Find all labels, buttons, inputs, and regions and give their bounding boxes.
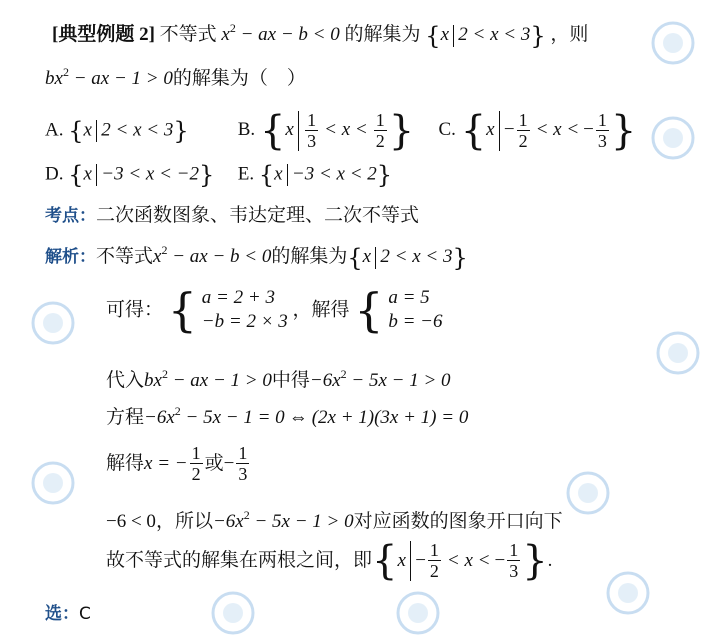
- dairu-inequality: $bx^2$ − ax − 1 > 0: [144, 367, 272, 391]
- options-row-1: [45, 107, 637, 154]
- options-row-2: [45, 163, 392, 187]
- problem-text-3: ，则: [550, 24, 589, 45]
- kede-text: 可得：: [106, 299, 164, 321]
- option-b: B. {x $\frac{1}{3}$ < x < $\frac{1}{2}$ }: [237, 107, 415, 154]
- problem-text-1: 不等式: [159, 24, 217, 45]
- system-1: a = 2 + 3 −b = 2 × 3: [201, 287, 288, 332]
- watermark-logo-icon: [395, 590, 441, 636]
- jiexi-label: 解析：: [45, 247, 96, 267]
- jiexi-line-1: 解析：不等式$x^2$ − ax − b < 0的解集为{x 2 < x < 3}: [45, 243, 468, 272]
- problem-line-2: [45, 66, 306, 88]
- jiexi-text-1: 不等式: [96, 246, 154, 267]
- answer-value: C: [79, 604, 91, 624]
- watermark-logo-icon: [210, 590, 256, 636]
- jiede-text: ，解得: [292, 299, 350, 321]
- problem-line-1: [52, 22, 588, 48]
- problem-tag: [典型例题 2]: [52, 24, 155, 45]
- watermark-logo-icon: [30, 300, 76, 346]
- jiexi-text-2: 的解集为: [271, 246, 348, 267]
- duiying-text: 对应函数的图象开口向下: [353, 511, 563, 532]
- kaodian-label: 考点：: [45, 206, 96, 226]
- jiexi-inequality: $x^2$ − ax − b < 0: [153, 243, 272, 267]
- option-a: A. {x 2 < x < 3}: [45, 116, 189, 145]
- system-2: a = 5 b = −6: [388, 287, 443, 332]
- huo-text: 或: [204, 453, 224, 474]
- gu-text: 故不等式的解集在两根之间，即: [106, 550, 373, 571]
- dairu-line: [106, 368, 451, 390]
- fangcheng-line: 方程$-6x^2 - 5x - 1 = 0$ ⇔ (2x + 1)(3x + 1) = 0: [106, 404, 469, 428]
- neg6-text: −6 < 0: [106, 511, 156, 532]
- jiede2-text: 解得: [106, 453, 145, 474]
- kaodian-line: [45, 206, 419, 225]
- fangcheng-text: 方程: [106, 407, 145, 428]
- watermark-logo-icon: [655, 330, 701, 376]
- conclusion-line-2: 故不等式的解集在两根之间，即{x − $\frac{1}{2}$ < x < − $\frac{1}{3}$ }.: [106, 537, 553, 584]
- dairu-text: 代入: [106, 370, 145, 391]
- factored-equation: (2x + 1)(3x + 1) = 0: [311, 407, 469, 428]
- watermark-logo-icon: [650, 20, 696, 66]
- option-e: E. {x −3 < x < 2}: [237, 161, 393, 189]
- watermark-logo-icon: [650, 115, 696, 161]
- watermark-logo-icon: [30, 460, 76, 506]
- option-d: D. {x −3 < x < −2}: [45, 161, 215, 189]
- watermark-logo-icon: [565, 470, 611, 516]
- kaodian-text: 二次函数图象、韦达定理、二次不等式: [96, 205, 420, 226]
- solution-set-main: {x 2 < x < 3}: [425, 21, 546, 50]
- conclusion-line-1: [106, 509, 563, 531]
- answer-line: [45, 604, 91, 623]
- problem-text-2: 的解集为: [344, 24, 421, 45]
- conclusion-inequality: $-6x^2 - 5x - 1 > 0$: [212, 508, 354, 532]
- equation: $-6x^2 - 5x - 1 = 0$: [144, 404, 285, 428]
- inequality-expression: $x^2$ − ax − b < 0: [221, 21, 340, 45]
- roots-line: 解得x = − $\frac{1}{2}$ 或− $\frac{1}{3}$: [106, 443, 248, 484]
- zhongde-text: 中得: [271, 370, 310, 391]
- suoyi-text: ，所以: [155, 511, 213, 532]
- watermark-logo-icon: [605, 570, 651, 616]
- option-c: C. {x − $\frac{1}{2}$ < x < − $\frac{1}{3}$ }: [438, 107, 637, 154]
- substituted-inequality: $-6x^2 - 5x - 1 > 0$: [309, 367, 451, 391]
- answer-label: 选：: [45, 604, 79, 624]
- jiexi-systems-line: 可得： { a = 2 + 3 −b = 2 × 3 ，解得 { a = 5 b = −6: [106, 283, 443, 337]
- target-inequality: $bx^2$ − ax − 1 > 0: [45, 65, 173, 89]
- problem-text-line2: 的解集为（ ）: [172, 68, 306, 89]
